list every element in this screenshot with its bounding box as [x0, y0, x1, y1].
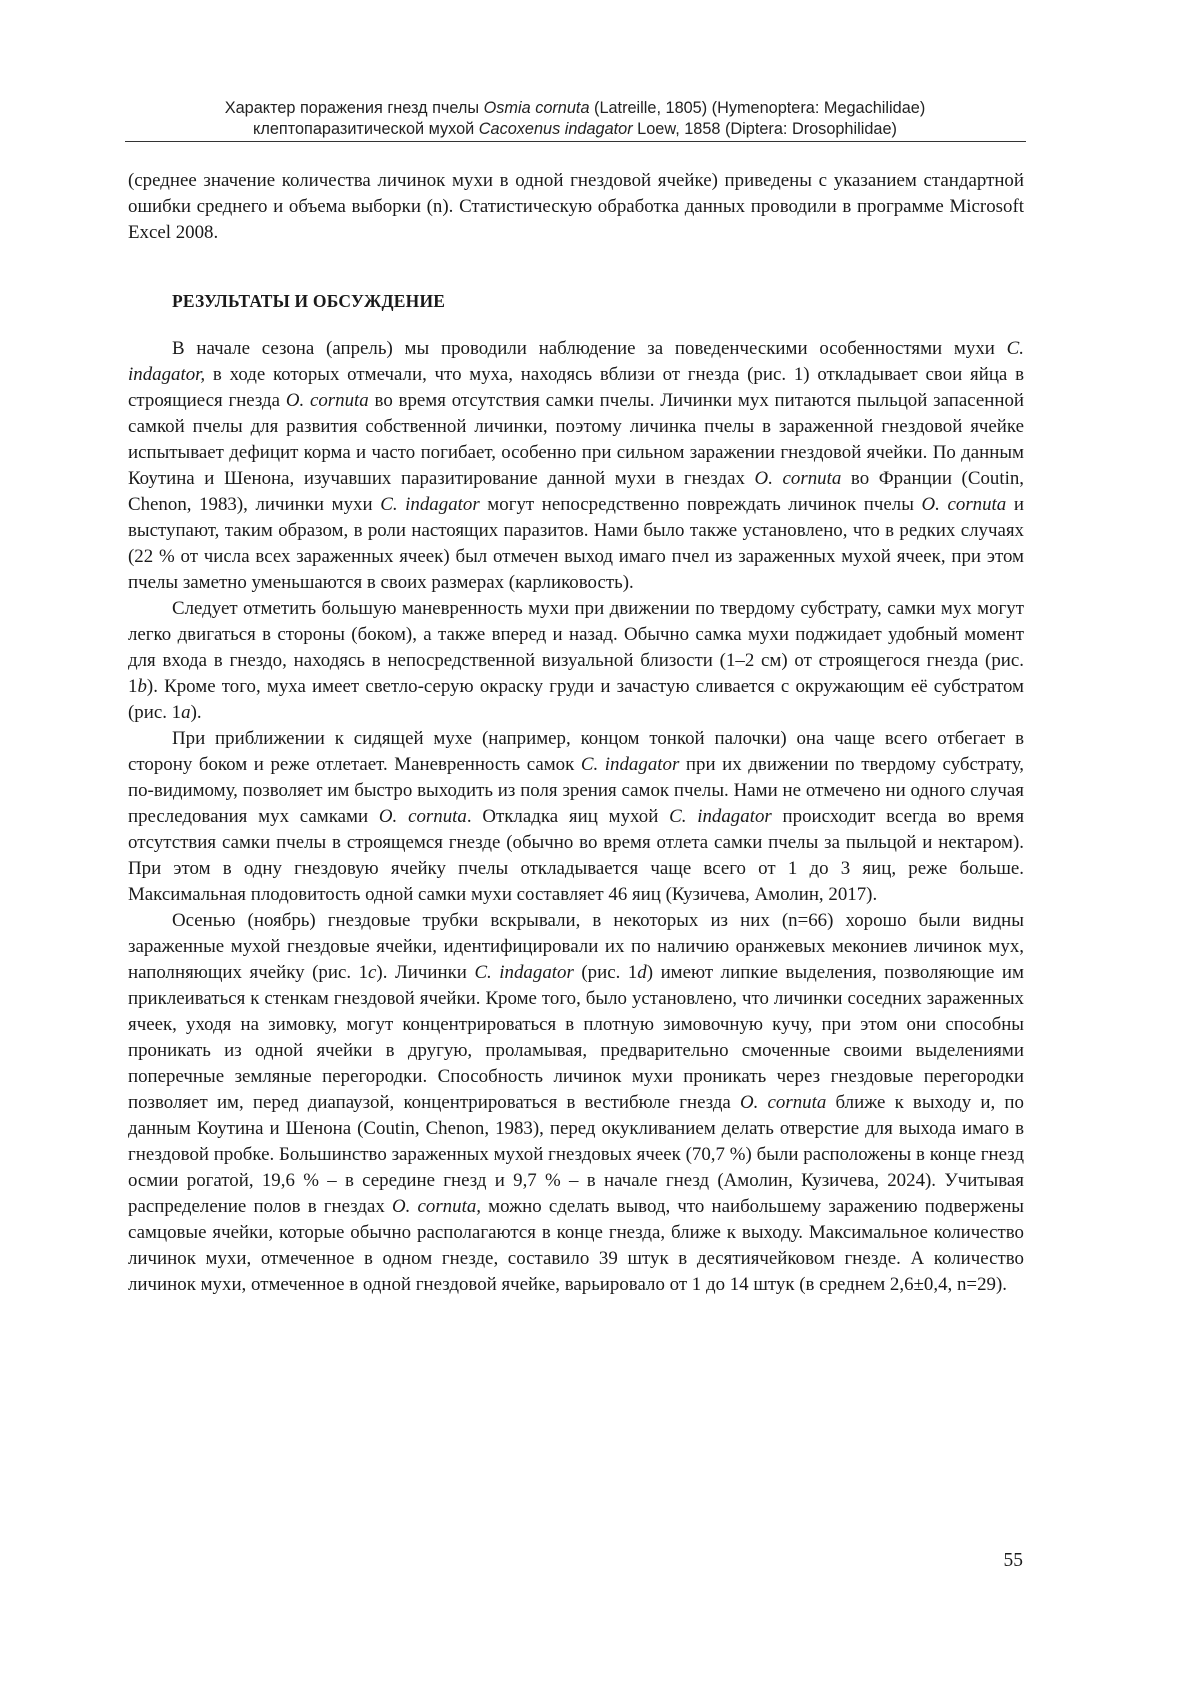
results-paragraph-1: В начале сезона (апрель) мы проводили наблюдение за поведенческими особенностями мухи C. indagator, в ходе которых отмечали, что муха, находясь вблизи от гнезда (рис. 1) откладывает свои яйца в строящиеся гнезда O. cornuta во время отсутствия самки пчелы. Личинки мух питаются пыльцой запасенной самкой пчелы для развития собственной личинки, поэтому личинка пчелы в зараженной гнездовой ячейке испытывает дефицит корма и часто погибает, особенно при сильном заражении гнездовой ячейки. По данным Коутина и Шенона, изучавших паразитирование данной мухи в гнездах O. cornuta во Франции (Coutin, Chenon, 1983), личинки мухи C. indagator могут непосредственно повреждать личинок пчелы O. cornuta и выступают, таким образом, в роли настоящих паразитов. Нами было также установлено, что в редких случаях (22 % от числа всех зараженных ячеек) был отмечен выход имаго пчел из зараженных мухой ячеек, при этом пчелы заметно уменьшаются в своих размерах (карликовость).: [128, 338, 1025, 593]
section-heading: РЕЗУЛЬТАТЫ И ОБСУЖДЕНИЕ: [172, 291, 446, 311]
running-head: [125, 98, 1025, 140]
results-paragraph-3: При приближении к сидящей мухе (например, концом тонкой палочки) она чаще всего отбегает в сторону боком и реже отлетает. Маневренность самок C. indagator при их движении по твердому субстрату, по-видимому, позволяет им быстро выходить из поля зрения самок пчелы. Нами не отмечено ни одного случая преследования мух самками O. cornuta. Откладка яиц мухой C. indagator происходит всегда во время отсутствия самки пчелы в строящемся гнезде (обычно во время отлета самки пчелы за пыльцой и нектаром). При этом в одну гнездовую ячейку пчелы откладывается чаще всего от 1 до 3 яиц, реже больше. Максимальная плодовитость одной самки мухи составляет 46 яиц (Кузичева, Амолин, 2017).: [128, 728, 1025, 905]
results-paragraph-4: Осенью (ноябрь) гнездовые трубки вскрывали, в некоторых из них (n=66) хорошо были видны зараженные мухой гнездовые ячейки, идентифицировали их по наличию оранжевых мекониев личинок мух, наполняющих ячейку (рис. 1c). Личинки C. indagator (рис. 1d) имеют липкие выделения, позволяющие им приклеиваться к стенкам гнездовой ячейки. Кроме того, было установлено, что личинки соседних зараженных ячеек, уходя на зимовку, могут концентрироваться в плотную зимовочную кучу, при этом они способны проникать из одной ячейки в другую, проламывая, предварительно смоченные своими выделениями поперечные земляные перегородки. Способность личинок мухи проникать через гнездовые перегородки позволяет им, перед диапаузой, концентрироваться в вестибюле гнезда O. cornuta ближе к выходу и, по данным Коутина и Шенона (Coutin, Chenon, 1983), перед окукливанием делать отверстие для выхода имаго в гнездовой пробке. Большинство зараженных мухой гнездовых ячеек (70,7 %) были расположены в конце гнезд осмии рогатой, 19,6 % – в середине гнезд и 9,7 % – в начале гнезд (Амолин, Кузичева, 2024). Учитывая распределение полов в гнездах O. cornuta, можно сделать вывод, что наибольшему заражению подвержены самцовые ячейки, которые обычно располагаются в конце гнезда, ближе к выходу. Максимальное количество личинок мухи, отмеченное в одном гнезде, составило 39 штук в десятиячейковом гнезде. А количество личинок мухи, отмеченное в одной гнездовой ячейке, варьировало от 1 до 14 штук (в среднем 2,6±0,4, n=29).: [128, 910, 1025, 1295]
running-head-line-1: Характер поражения гнезд пчелы Osmia cornuta (Latreille, 1805) (Hymenoptera: Megachilidae): [224, 99, 926, 117]
article-body: [128, 168, 1024, 1298]
species-name: Cacoxenus indagator: [478, 120, 633, 138]
methods-paragraph-end: (среднее значение количества личинок мухи в одной гнездовой ячейке) приведены с указанием стандартной ошибки среднего и объема выборки (n). Статистическую обработка данных проводили в программе Microsoft Excel 2008.: [128, 170, 1024, 243]
species-name: Osmia cornuta: [483, 99, 590, 117]
results-paragraph-2: Следует отметить большую маневренность мухи при движении по твердому субстрату, самки мух могут легко двигаться в стороны (боком), а также вперед и назад. Обычно самка мухи поджидает удобный момент для входа в гнездо, находясь в непосредственной визуальной близости (1–2 см) от строящегося гнезда (рис. 1b). Кроме того, муха имеет светло-серую окраску груди и зачастую сливается с окружающим её субстратом (рис. 1a).: [128, 598, 1024, 723]
header-rule: [125, 141, 1026, 142]
running-head-line-2: клептопаразитической мухой Cacoxenus indagator Loew, 1858 (Diptera: Drosophilidae): [253, 120, 897, 138]
page-number: 55: [1003, 1550, 1023, 1571]
